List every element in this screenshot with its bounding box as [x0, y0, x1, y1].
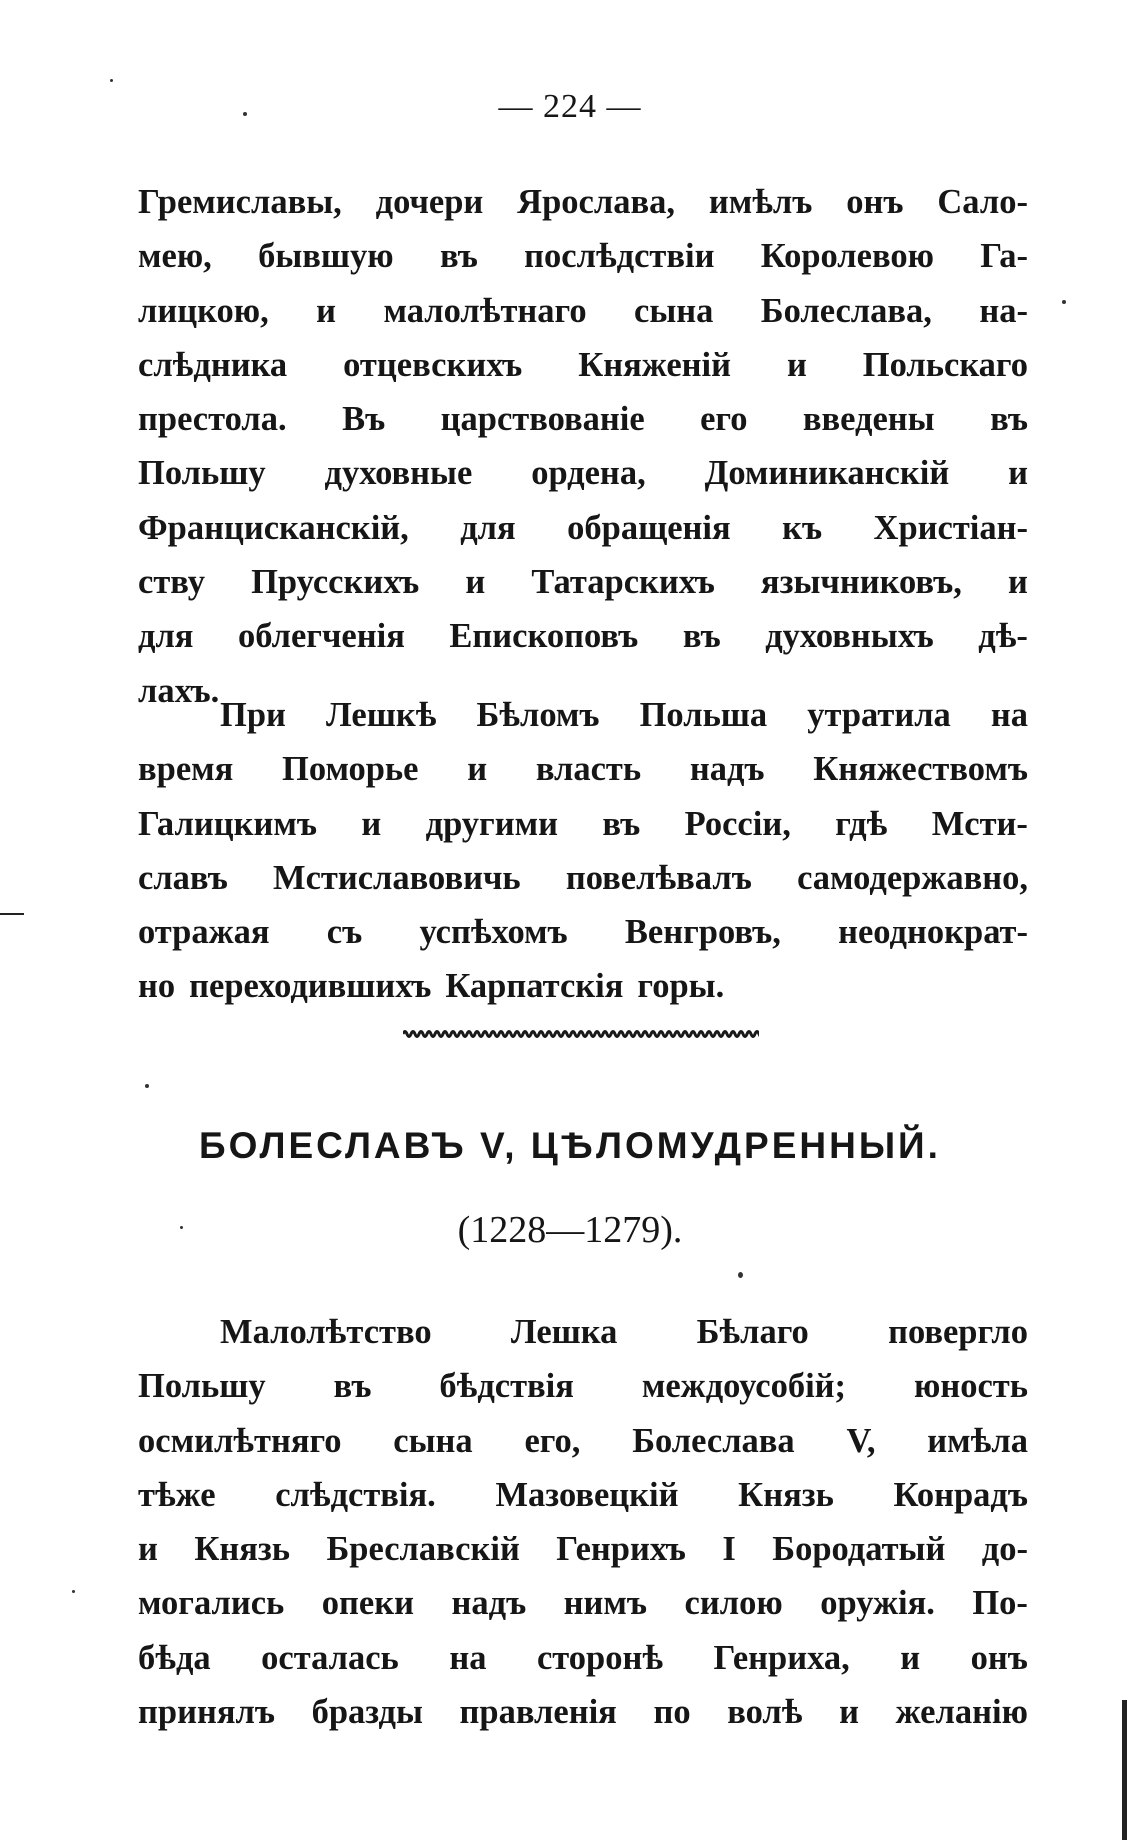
text-line: ству Прусскихъ и Татарскихъ язычниковъ, и [138, 563, 1028, 602]
text-line: Гремиславы, дочери Ярослава, имѣлъ онъ Сало- [138, 183, 1028, 221]
text-line: для облегченія Епископовъ въ духовныхъ дѣ- [138, 617, 1028, 656]
text-line: время Поморье и власть надъ Княжествомъ [138, 750, 1028, 789]
text-line: лицкою, и малолѣтнаго сына Болеслава, на- [138, 291, 1028, 330]
print-speck [145, 1084, 149, 1088]
print-speck [243, 112, 247, 116]
print-speck [738, 1272, 743, 1278]
paragraph-1 [138, 175, 1028, 718]
text-line: и Князь Бреславскій Генрихъ I Бородатый до- [138, 1530, 1028, 1569]
text-line: слѣдника отцевскихъ Княженій и Польскаго [138, 345, 1028, 384]
text-line: Польшу духовные ордена, Доминиканскій и [138, 454, 1028, 493]
text-line: мею, бывшую въ послѣдствіи Королевою Га- [138, 237, 1028, 276]
paragraph-3 [138, 1305, 1028, 1739]
scan-edge-mark [0, 913, 24, 915]
text-line: Галицкимъ и другими въ Россіи, гдѣ Мсти- [138, 804, 1028, 843]
scan-edge-mark [1122, 1700, 1127, 1840]
text-line: престола. Въ царствованіе его введены въ [138, 400, 1028, 439]
text-line: лахъ. [138, 671, 220, 710]
paragraph-2 [138, 688, 1028, 1014]
text-line: осмилѣтняго сына его, Болеслава V, имѣла [138, 1421, 1028, 1460]
section-title: БОЛЕСЛАВЪ V, ЦѢЛОМУДРЕННЫЙ. [199, 1125, 941, 1166]
print-speck [180, 1226, 183, 1229]
text-line: но переходившихъ Карпатскія горы. [138, 967, 725, 1006]
text-line: отражая съ успѣхомъ Венгровъ, неоднократ- [138, 913, 1028, 952]
text-line: славъ Мстиславовичь повелѣвалъ самодержавно, [138, 858, 1028, 897]
section-years: (1228—1279). [457, 1209, 683, 1251]
text-line: принялъ бразды правленія по волѣ и желанію [138, 1693, 1028, 1732]
print-speck [72, 1590, 75, 1593]
text-line: могались опеки надъ нимъ силою оружія. По- [138, 1584, 1028, 1623]
text-line: Францисканскій, для обращенія къ Христіан- [138, 508, 1028, 547]
print-speck [110, 79, 113, 82]
text-line: бѣда осталась на сторонѣ Генриха, и онъ [138, 1638, 1028, 1677]
text-line: При Лешкѣ Бѣломъ Польша утратила на [220, 696, 1028, 734]
text-line: Польшу въ бѣдствія междоусобій; юность [138, 1367, 1028, 1406]
page-number: — 224 — [498, 88, 642, 125]
text-line: Малолѣтство Лешка Бѣлаго повергло [220, 1313, 1028, 1351]
print-speck [1062, 300, 1066, 304]
text-line: тѣже слѣдствія. Мазовецкій Князь Конрадъ [138, 1475, 1028, 1514]
ornamental-divider [403, 1027, 759, 1041]
